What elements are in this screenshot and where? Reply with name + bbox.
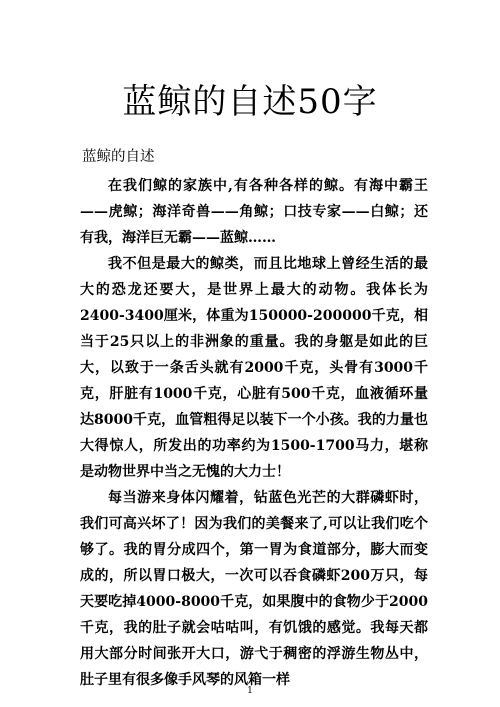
- paragraph: 我不但是最大的鲸类，而且比地球上曾经生活的最大的恐龙还要大，是世界上最大的动物。我体长为2400-3400厘米，体重为150000-200000千克，相当于25只以上的非洲象的重量。我的身躯是如此的巨大，以致于一条舌头就有2000千克，头骨有3000千克，肝脏有1000千克，心脏有500千克，血液循环量达8000千克，血管粗得足以装下一个小孩。我的力量也大得惊人，所发出的功率约为1500-1700马力，堪称是动物世界中当之无愧的大力士！: [80, 256, 428, 480]
- document-body: [80, 173, 428, 693]
- paragraph: 每当游来身体闪耀着，钻蓝色光芒的大群磷虾时，我们可高兴坏了！因为我们的美餐来了,可以让我们吃个够了。我的胃分成四个，第一胃为食道部分，膨大而变成的，所以胃口极大，一次可以吞食磷虾200万只，每天要吃掉4000-8000千克，如果腹中的食物少于2000千克，我的肚子就会咕咕叫，有饥饿的感觉。我每天都用大部分时间张开大口，游弋于稠密的浮游生物丛中，肚子里有很多像手风琴的风箱一样: [80, 490, 428, 688]
- document-subheading: 蓝鲸的自述: [82, 149, 155, 165]
- document-title: 蓝鲸的自述50字: [122, 82, 378, 122]
- paragraph: 在我们鲸的家族中,有各种各样的鲸。有海中霸王——虎鲸；海洋奇兽——角鲸；口技专家——白鲸；还有我，海洋巨无霸——蓝鲸……: [80, 178, 428, 246]
- page-number: 1: [247, 686, 253, 696]
